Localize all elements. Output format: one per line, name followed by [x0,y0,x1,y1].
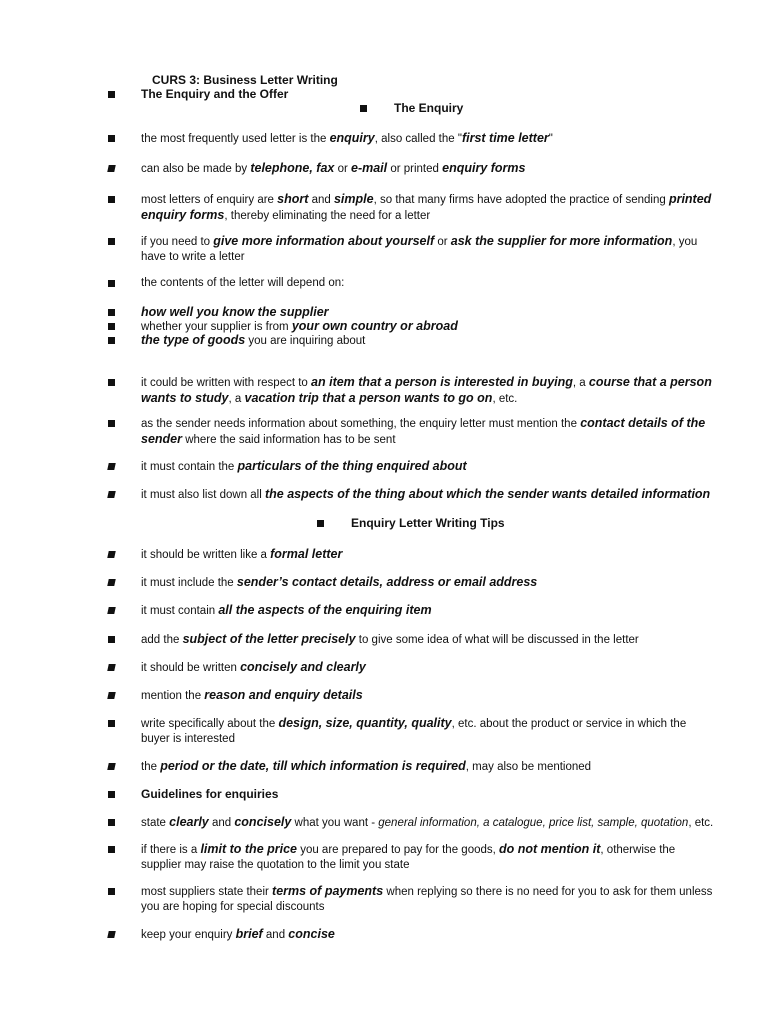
bullet-icon [108,238,115,245]
bullet-icon [107,692,115,699]
section-title: Guidelines for enquiries [141,787,279,801]
section-title: The Enquiry [394,101,464,115]
bullet-icon [107,551,115,558]
bullet-icon [317,520,324,527]
bullet-icon [360,105,367,112]
bullet-icon [107,463,115,470]
bullet-icon [108,379,115,386]
section-title: Enquiry Letter Writing Tips [351,516,505,530]
bullet-icon [108,309,115,316]
bullet-icon [108,846,115,853]
course-title: CURS 3: Business Letter Writing [152,73,338,87]
bullet-icon [108,91,115,98]
bullet-icon [107,931,115,938]
bullet-icon [108,819,115,826]
bullet-icon [108,135,115,142]
bullet-icon [108,791,115,798]
bullet-icon [108,196,115,203]
bullet-icon [107,579,115,586]
document-page: CURS 3: Business Letter Writing The Enquiry and the Offer The Enquiry the most frequently used letter is the enquiry, also called the "first time letter" can also be made by telephone, fax or e-mail or printed enquiry forms most letters of enquiry are short and simple, so that many firms have adopted the practice of sending printed enquiry forms, thereby eliminating the need for a letter if you need to give more information about yourself or ask the supplier for more information, you have to write a letter the contents of the letter will depend on: how well you know the supplier whether your supplier is from your own country or abroad the type of goods you are inquiring about it could be written with respect to an item that a person is interested in buying, a course that a person wants to study, a vacation trip that a person wants to go on, etc. as the sender needs information about something, the enquiry letter must mention the contact details of the sender where the said information has to be sent it must contain the particulars of the thing enquired about it must also list down all the aspects of the thing about which the sender wants detailed information Enquiry Letter Writing Tips it should be written like a formal letter it must include the sender’s contact details, address or email address it must contain all the aspects of the enquiring item add the subject of the letter precisely to give some idea of what will be discussed in the letter it should be written concisely and clearly mention the reason and enquiry details write specifically about the design, size, quantity, quality, etc. about the product or service in which the buyer is interested the period or the date, till which information is required, may also be mentioned Guidelines for enquiries state clearly and concisely what you want - general information, a catalogue, price list, sample, quotation, etc. if there is a limit to the price you are prepared to pay for the goods, do not mention it, otherwise the supplier may raise the quotation to the limit you state most suppliers state their terms of payments when replying so there is no need for you to ask for them unless you are hoping for special discounts keep your enquiry brief and concise [0,0,768,1024]
bullet-icon [107,491,115,498]
bullet-icon [108,636,115,643]
bullet-icon [107,607,115,614]
document-subtitle: The Enquiry and the Offer [141,87,289,101]
bullet-icon [107,664,115,671]
bullet-icon [108,323,115,330]
bullet-icon [108,888,115,895]
bullet-icon [107,165,115,172]
bullet-icon [107,763,115,770]
bullet-icon [108,720,115,727]
bullet-icon [108,420,115,427]
bullet-icon [108,337,115,344]
bullet-icon [108,280,115,287]
